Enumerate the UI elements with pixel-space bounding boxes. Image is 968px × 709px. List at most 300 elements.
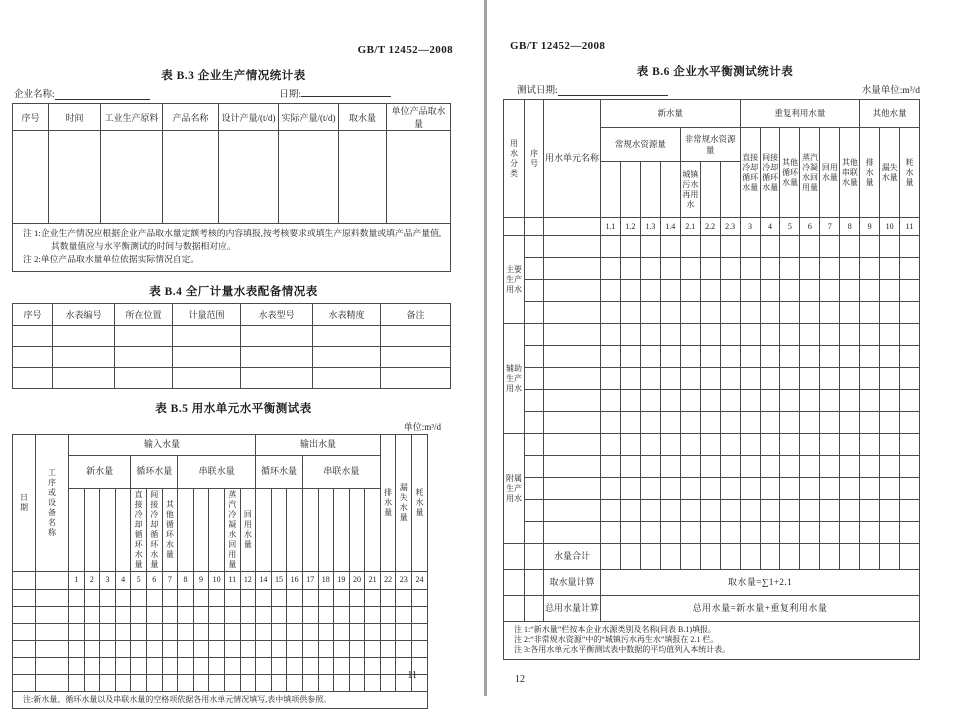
table-b6-title: 表 B.6 企业水平衡测试统计表: [636, 66, 794, 78]
empty-cell: [36, 623, 69, 640]
empty-cell: [760, 456, 780, 478]
empty-cell: [162, 623, 178, 640]
column-number-cell: 11: [900, 218, 920, 236]
empty-cell: [240, 657, 256, 674]
column-number-cell: 4: [760, 218, 780, 236]
empty-cell: [740, 544, 760, 570]
column-number-cell: 2.3: [720, 218, 740, 236]
empty-cell: [349, 606, 365, 623]
empty-cell: [860, 478, 880, 500]
empty-cell: [840, 324, 860, 346]
empty-cell: [640, 456, 660, 478]
empty-cell: [525, 456, 544, 478]
empty-cell: [544, 280, 601, 302]
empty-cell: [620, 544, 640, 570]
empty-cell: [100, 589, 116, 606]
empty-cell: [525, 390, 544, 412]
empty-cell: [544, 258, 601, 280]
empty-cell: [720, 390, 740, 412]
empty-cell: [740, 478, 760, 500]
empty-cell: [318, 657, 334, 674]
column-number-cell: 24: [412, 571, 428, 589]
b5-input-new-water: 新水量: [69, 455, 131, 488]
empty-cell: [760, 544, 780, 570]
empty-cell: [381, 325, 451, 346]
empty-cell: [601, 500, 621, 522]
b6-steam-condensate: 蒸汽冷凝水回用量: [800, 128, 820, 218]
empty-cell: [287, 657, 303, 674]
empty-cell: [601, 346, 621, 368]
empty-cell: [271, 606, 287, 623]
empty-cell: [760, 434, 780, 456]
empty-cell: [380, 640, 396, 657]
b4-header-row: [13, 303, 451, 325]
empty-cell: [224, 674, 240, 691]
empty-cell: [800, 302, 820, 324]
empty-cell: [302, 657, 318, 674]
empty-cell: [601, 280, 621, 302]
empty-cell: [620, 236, 640, 258]
b6-intake-calc-label: 取水量计算: [544, 570, 601, 596]
b5-unit-label: 单位:m³/d: [403, 421, 441, 432]
b5-body-row: [13, 657, 428, 674]
b5-reuse-water: 回用水量: [240, 488, 256, 571]
empty-cell: [193, 674, 209, 691]
empty-cell: [700, 258, 720, 280]
empty-cell: [900, 258, 920, 280]
empty-cell: [302, 640, 318, 657]
empty-cell: [100, 674, 116, 691]
b5-header-row-details: [13, 488, 428, 571]
company-name-blank: [55, 89, 150, 100]
empty-cell: [525, 368, 544, 390]
empty-cell: [544, 434, 601, 456]
b6-body-row: [504, 280, 920, 302]
empty-cell: [241, 367, 313, 388]
empty-cell: [880, 500, 900, 522]
empty-cell: [880, 478, 900, 500]
b5-output-cycle-water: 循环水量: [256, 455, 303, 488]
empty-cell: [271, 674, 287, 691]
b5-column-numbers-row: [13, 571, 428, 589]
empty-cell: [720, 368, 740, 390]
b6-total-row: [504, 544, 920, 570]
empty-cell: [396, 606, 412, 623]
empty-cell: [660, 478, 680, 500]
column-number-cell: 5: [131, 571, 147, 589]
empty-cell: [101, 131, 163, 224]
empty-cell: [840, 434, 860, 456]
empty-cell: [700, 280, 720, 302]
empty-cell: [193, 640, 209, 657]
b6-section-auxiliary-production: 辅助生产用水: [504, 324, 525, 434]
empty-cell: [860, 280, 880, 302]
empty-cell: [900, 522, 920, 544]
column-number-cell: 21: [365, 571, 381, 589]
b6-total-label: 水量合计: [544, 544, 601, 570]
empty-cell: [640, 368, 660, 390]
empty-cell: [900, 544, 920, 570]
empty-cell: [396, 640, 412, 657]
b6-col-unit-name: 用水单元名称: [544, 100, 601, 218]
column-header: 时间: [49, 104, 101, 131]
empty-cell: [880, 258, 900, 280]
b6-body-row: [504, 346, 920, 368]
empty-cell: [760, 368, 780, 390]
column-header: 实际产量/(t/d): [279, 104, 339, 131]
table-b4: [12, 303, 451, 389]
empty-cell: [740, 302, 760, 324]
empty-cell: [525, 258, 544, 280]
empty-cell: [525, 434, 544, 456]
empty-cell: [620, 368, 640, 390]
column-header: 设计产量/(t/d): [219, 104, 279, 131]
empty-cell: [69, 589, 85, 606]
empty-cell: [840, 258, 860, 280]
empty-cell: [900, 456, 920, 478]
b5-other-cycle: 其他循环水量: [162, 488, 178, 571]
empty-cell: [820, 236, 840, 258]
column-number-cell: 17: [302, 571, 318, 589]
empty-cell: [680, 412, 700, 434]
empty-cell: [840, 500, 860, 522]
empty-cell: [173, 346, 241, 367]
empty-cell: [660, 324, 680, 346]
test-date-blank: [558, 85, 668, 96]
empty-cell: [525, 412, 544, 434]
empty-cell: [287, 606, 303, 623]
empty-cell: [318, 589, 334, 606]
empty-cell: [800, 368, 820, 390]
standard-code-header: GB/T 12452—2008: [510, 40, 606, 52]
b6-other-series: 其他串联水量: [840, 128, 860, 218]
empty-cell: [680, 522, 700, 544]
empty-cell: [760, 324, 780, 346]
empty-cell: [820, 522, 840, 544]
b6-leak: 漏失水量: [880, 128, 900, 218]
empty-cell: [720, 456, 740, 478]
empty-cell: [84, 674, 100, 691]
empty-cell: [525, 500, 544, 522]
empty-cell: [780, 346, 800, 368]
column-header: 工业生产原料: [101, 104, 163, 131]
empty-cell: [840, 390, 860, 412]
b6-drain: 排水量: [860, 128, 880, 218]
empty-cell: [880, 280, 900, 302]
empty-cell: [178, 640, 194, 657]
b5-notes-row: [13, 691, 428, 709]
empty-cell: [740, 258, 760, 280]
empty-cell: [740, 280, 760, 302]
b5-col-drain: 排水量: [380, 434, 396, 571]
empty-cell: [640, 346, 660, 368]
empty-cell: [544, 346, 601, 368]
empty-cell: [880, 368, 900, 390]
empty-cell: [601, 522, 621, 544]
b6-indirect-cooling: 间接冷却循环水量: [760, 128, 780, 218]
column-number-cell: 23: [396, 571, 412, 589]
empty-cell: [380, 674, 396, 691]
b6-consume: 耗水量: [900, 128, 920, 218]
empty-cell: [69, 623, 85, 640]
empty-cell: [640, 544, 660, 570]
empty-cell: [700, 478, 720, 500]
empty-cell: [178, 674, 194, 691]
empty-cell: [365, 640, 381, 657]
column-header: 取水量: [339, 104, 387, 131]
empty-cell: [840, 544, 860, 570]
b6-other-cycle: 其他循环水量: [780, 128, 800, 218]
empty-cell: [720, 324, 740, 346]
empty-cell: [780, 280, 800, 302]
empty-cell: [680, 368, 700, 390]
b6-body-row: [504, 478, 920, 500]
empty-cell: [740, 346, 760, 368]
b4-body-row: [13, 367, 451, 388]
empty-cell: [620, 412, 640, 434]
empty-cell: [544, 324, 601, 346]
empty-cell: [334, 589, 350, 606]
empty-cell: [680, 302, 700, 324]
empty-cell: [680, 346, 700, 368]
empty-cell: [680, 324, 700, 346]
b6-body-row: [504, 302, 920, 324]
empty-cell: [349, 589, 365, 606]
column-number-cell: 1: [69, 571, 85, 589]
column-number-cell: 3: [740, 218, 760, 236]
empty-cell: [820, 412, 840, 434]
empty-cell: [178, 606, 194, 623]
empty-cell: [525, 324, 544, 346]
b6-col-category: 用水分类: [504, 100, 525, 218]
column-number-cell: 1.1: [601, 218, 621, 236]
empty-cell: [131, 589, 147, 606]
empty-cell: [780, 258, 800, 280]
empty-cell: [115, 640, 131, 657]
empty-cell: [412, 640, 428, 657]
empty-cell: [820, 258, 840, 280]
empty-cell: [860, 390, 880, 412]
empty-cell: [680, 434, 700, 456]
empty-cell: [880, 302, 900, 324]
b6-body-row: [504, 500, 920, 522]
empty-cell: [640, 236, 660, 258]
empty-cell: [13, 346, 53, 367]
empty-cell: [318, 623, 334, 640]
column-number-cell: 6: [800, 218, 820, 236]
empty-cell: [349, 623, 365, 640]
empty-cell: [69, 606, 85, 623]
column-number-cell: 20: [349, 571, 365, 589]
empty-cell: [412, 589, 428, 606]
empty-cell: [365, 589, 381, 606]
empty-cell: [780, 368, 800, 390]
empty-cell: [84, 623, 100, 640]
empty-cell: [820, 478, 840, 500]
empty-cell: [800, 258, 820, 280]
empty-cell: [36, 640, 69, 657]
empty-cell: [760, 500, 780, 522]
empty-cell: [700, 346, 720, 368]
b6-section-main-row: [504, 236, 920, 258]
empty-cell: [256, 589, 272, 606]
empty-cell: [780, 522, 800, 544]
empty-cell: [840, 346, 860, 368]
column-number-cell: 19: [334, 571, 350, 589]
b3-note-1: 注 1:企业生产情况应根据企业产品取水量定额考核的内容填报,按考核要求或填生产原料数量或填产品产量值,其数量值应与水平衡测试的时间与数据相对应。: [23, 228, 442, 252]
b5-col-date: 日期: [13, 434, 36, 571]
b3-body-row: [13, 131, 451, 224]
b5-direct-cooling: 直接冷却循环水量: [131, 488, 147, 571]
empty-cell: [820, 500, 840, 522]
empty-cell: [100, 623, 116, 640]
empty-cell: [173, 325, 241, 346]
empty-cell: [860, 368, 880, 390]
empty-cell: [680, 390, 700, 412]
empty-cell: [271, 589, 287, 606]
empty-cell: [720, 258, 740, 280]
empty-cell: [900, 412, 920, 434]
page-gutter-divider: [484, 0, 487, 696]
empty-cell: [740, 368, 760, 390]
empty-cell: [380, 589, 396, 606]
empty-cell: [240, 640, 256, 657]
empty-cell: [900, 280, 920, 302]
empty-cell: [115, 325, 173, 346]
empty-cell: [271, 657, 287, 674]
empty-cell: [860, 236, 880, 258]
b6-new-water-group: 新水量: [601, 100, 741, 128]
empty-cell: [13, 640, 36, 657]
b6-unit-label: 水量单位:m³/d: [861, 86, 920, 96]
empty-cell: [544, 302, 601, 324]
empty-cell: [620, 302, 640, 324]
empty-cell: [525, 280, 544, 302]
empty-cell: [49, 131, 101, 224]
empty-cell: [193, 606, 209, 623]
empty-cell: [860, 346, 880, 368]
empty-cell: [800, 280, 820, 302]
empty-cell: [820, 390, 840, 412]
empty-cell: [860, 434, 880, 456]
empty-cell: [240, 606, 256, 623]
empty-cell: [720, 434, 740, 456]
empty-cell: [178, 657, 194, 674]
empty-cell: [700, 434, 720, 456]
empty-cell: [660, 346, 680, 368]
empty-cell: [387, 131, 451, 224]
page-number: 11: [407, 670, 417, 681]
b5-input-cycle-water: 循环水量: [131, 455, 178, 488]
empty-cell: [660, 500, 680, 522]
empty-cell: [302, 623, 318, 640]
table-b3: [12, 103, 451, 272]
empty-cell: [700, 368, 720, 390]
empty-cell: [53, 367, 115, 388]
empty-cell: [660, 236, 680, 258]
empty-cell: [900, 236, 920, 258]
b3-note-2: 注 2:单位产品取水量单位依据实际情况自定。: [23, 254, 200, 265]
empty-cell: [178, 589, 194, 606]
empty-cell: [660, 280, 680, 302]
empty-cell: [860, 522, 880, 544]
column-number-cell: 2: [84, 571, 100, 589]
b3-fieldline: [14, 87, 453, 100]
empty-cell: [880, 412, 900, 434]
empty-cell: [660, 456, 680, 478]
empty-cell: [740, 324, 760, 346]
empty-cell: [131, 606, 147, 623]
b6-section-main-production: 主要生产用水: [504, 236, 525, 324]
empty-cell: [880, 236, 900, 258]
empty-cell: [620, 434, 640, 456]
empty-cell: [287, 623, 303, 640]
empty-cell: [700, 236, 720, 258]
empty-cell: [900, 500, 920, 522]
empty-cell: [349, 674, 365, 691]
empty-cell: [780, 434, 800, 456]
b5-input-series-water: 串联水量: [178, 455, 256, 488]
b5-indirect-cooling: 间接冷却循环水量: [146, 488, 162, 571]
empty-cell: [84, 589, 100, 606]
b6-body-row: [504, 390, 920, 412]
empty-cell: [209, 623, 225, 640]
table-b6: [503, 99, 920, 660]
empty-cell: [760, 390, 780, 412]
empty-cell: [740, 412, 760, 434]
b6-column-numbers-row: [504, 218, 920, 236]
empty-cell: [115, 589, 131, 606]
empty-cell: [840, 456, 860, 478]
empty-cell: [256, 657, 272, 674]
empty-cell: [173, 367, 241, 388]
empty-cell: [800, 478, 820, 500]
empty-cell: [620, 258, 640, 280]
empty-cell: [115, 657, 131, 674]
empty-cell: [53, 346, 115, 367]
empty-cell: [601, 368, 621, 390]
standard-code-header: GB/T 12452—2008: [357, 44, 453, 56]
empty-cell: [146, 640, 162, 657]
empty-cell: [349, 640, 365, 657]
empty-cell: [700, 522, 720, 544]
empty-cell: [313, 367, 381, 388]
empty-cell: [318, 640, 334, 657]
empty-cell: [13, 623, 36, 640]
empty-cell: [544, 368, 601, 390]
empty-cell: [146, 623, 162, 640]
empty-cell: [334, 657, 350, 674]
empty-cell: [365, 606, 381, 623]
empty-cell: [13, 657, 36, 674]
b5-steam-condensate: 蒸汽冷凝水回用量: [224, 488, 240, 571]
empty-cell: [256, 623, 272, 640]
b5-body-row: [13, 674, 428, 691]
empty-cell: [660, 368, 680, 390]
column-number-cell: 6: [146, 571, 162, 589]
empty-cell: [820, 302, 840, 324]
b6-body-row: [504, 368, 920, 390]
column-number-cell: 1.2: [620, 218, 640, 236]
empty-cell: [780, 236, 800, 258]
b4-body-row: [13, 325, 451, 346]
empty-cell: [680, 500, 700, 522]
empty-cell: [36, 657, 69, 674]
empty-cell: [760, 302, 780, 324]
empty-cell: [720, 236, 740, 258]
empty-cell: [381, 346, 451, 367]
empty-cell: [525, 302, 544, 324]
